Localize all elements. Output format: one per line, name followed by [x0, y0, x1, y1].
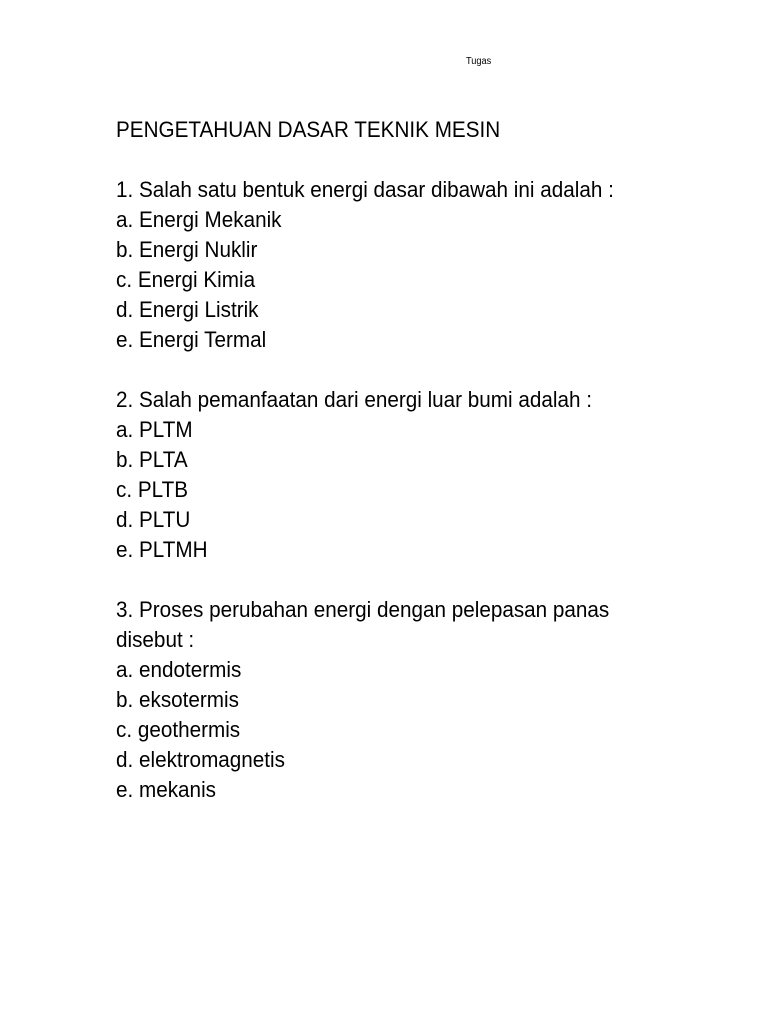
option-a: a. endotermis — [116, 657, 242, 682]
question-1 — [116, 175, 642, 355]
option-b: b. eksotermis — [116, 687, 239, 712]
option-b: b. PLTA — [116, 447, 188, 472]
question-2 — [116, 385, 642, 565]
header-label: Tugas — [466, 56, 492, 67]
document-title: PENGETAHUAN DASAR TEKNIK MESIN — [116, 117, 501, 142]
option-e: e. mekanis — [116, 777, 217, 802]
question-text: 3. Proses perubahan energi dengan pelepasan panas disebut : — [116, 597, 610, 652]
option-a: a. Energi Mekanik — [116, 207, 282, 232]
option-c: c. Energi Kimia — [116, 267, 256, 292]
option-e: e. PLTMH — [116, 537, 208, 562]
option-e: e. Energi Termal — [116, 327, 267, 352]
question-3 — [116, 595, 642, 805]
option-c: c. geothermis — [116, 717, 241, 742]
option-b: b. Energi Nuklir — [116, 237, 258, 262]
option-d: d. Energi Listrik — [116, 297, 259, 322]
question-text: 1. Salah satu bentuk energi dasar dibawah ini adalah : — [116, 177, 614, 202]
option-d: d. PLTU — [116, 507, 191, 532]
option-d: d. elektromagnetis — [116, 747, 285, 772]
document-content — [116, 115, 642, 835]
question-text: 2. Salah pemanfaatan dari energi luar bumi adalah : — [116, 387, 592, 412]
option-c: c. PLTB — [116, 477, 189, 502]
option-a: a. PLTM — [116, 417, 193, 442]
